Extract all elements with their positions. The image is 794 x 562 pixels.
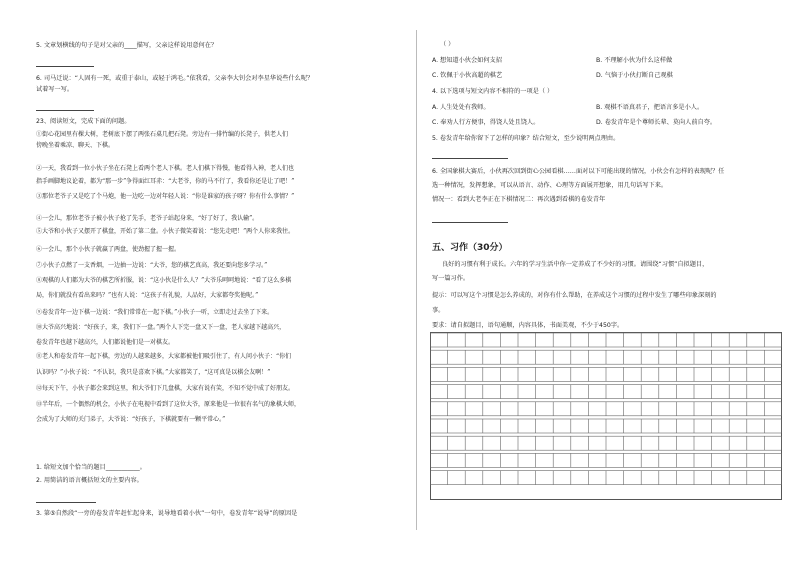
option-d: D. 气恼于小伙打断自己观棋: [596, 72, 673, 79]
option-c: C. 奉劝人行方便事，得饶人处且饶人。: [432, 119, 540, 126]
sub-question-2: 2. 用简洁的语言概括短文的主要内容。: [36, 477, 143, 484]
composition-prompt-line1: 良好的习惯有利于成长。六年的学习生活中你一定养成了不少好的习惯。请围绕“习惯”自拟题目，: [442, 261, 709, 268]
passage-line: ③那位老爷子又是吃了个马炮，他一边吃一边对年轻人说：“你是谁家的孩子呀？你有什么事情？”: [36, 193, 295, 200]
passage-line: ⑨卷发青年一边下棋一边说：“我们常常在一起下棋。”小伙子一听，立即走过去坐了下来。: [36, 309, 274, 316]
passage-line: ⑥一会儿，那个小伙子就赢了两盘，使劲握了握一握。: [36, 246, 181, 253]
passage-line: 卷发青年也越下越高兴，人们都说他们是一对棋友。: [36, 339, 175, 346]
situation-options: 情况一：看到大老李正在下棋情况二：再次遇到看棋的卷发青年: [432, 196, 606, 203]
passage-line: ②一天，我看到一位小伙子坐在石凳上看两个老人下棋。老人们棋下得慢，他看得入神，老人们也: [36, 165, 295, 172]
option-c: C. 钦佩于小伙高超的棋艺: [432, 72, 503, 79]
column-divider: [416, 30, 417, 530]
grid-lines: [430, 332, 782, 500]
answer-line: [36, 110, 94, 111]
option-b: B. 不理解小伙为什么这样做: [596, 57, 673, 64]
question-23-heading: 23、阅读短文，完成下面的问题。: [36, 118, 131, 125]
composition-hint-line2: 事。: [432, 307, 445, 314]
passage-line: ⑩大爷高兴地说：“好孩子，来，我们下一盘。”两个人下完一盘又下一盘，老人家越下越高兴，: [36, 324, 286, 331]
option-d: D. 卷发青年是个尊师长辈、莫向人前自夸。: [596, 119, 717, 126]
composition-hint-line1: 提示：可以写这个习惯是怎么养成的，对你有什么帮助，在养成这个习惯的过程中发生了哪些印象深刻的: [432, 292, 717, 299]
passage-line: ⑫每天下午，小伙子都会来到这里，和大爷们下几盘棋，大家有说有笑，不知不觉中成了好朋友。: [36, 385, 295, 392]
passage-line: ⑤大爷和小伙子又摆开了棋盘，开始了第二盘。小伙子微笑着说：“您先走吧！”两个人你来我往。: [36, 228, 295, 235]
passage-line: 认识吗？”小伙子说：“不认识，我只是喜欢下棋。”大家都笑了，“这可真是以棋会友啊！”: [36, 369, 271, 376]
question-5: 5. 文章划横线的句子是对父亲的____描写，父亲这样说用意何在？: [36, 42, 218, 49]
composition-prompt-line2: 写一篇习作。: [432, 275, 470, 282]
question-6-line2: 试着写一写。: [36, 86, 74, 93]
sub-question-1: 1. 给短文加个恰当的题目___________。: [36, 464, 146, 471]
option-a: A. 人生处处有我师。: [432, 104, 490, 111]
passage-line: ④一会儿，那位老爷子被小伙子抢了先手，老爷子站起身来，“好了好了，我认输”。: [36, 215, 259, 222]
composition-requirements: 要求：请自拟题目，语句通顺，内容具体，书面美观，不少于450字。: [432, 322, 624, 329]
passage-line: 傍晚坐着乘凉、聊天、下棋。: [36, 142, 115, 149]
passage-line: ①街心花园里有棵大树，老树底下摆了两张石桌几把石凳。旁边有一排竹编的长凳子，供老人们: [36, 131, 289, 138]
passage-line: 局，你们就没有看出来吗？”也有人说：“这孩子有礼貌，人品好，大家都夸奖他呢。”: [36, 292, 259, 299]
answer-line: [36, 66, 94, 67]
question-6-right-line1: 6. 全国象棋大赛后，小伙再次回到街心公园看棋……面对以下可能出现的情况，小伙会有怎样的表现呢？任: [432, 168, 725, 175]
question-6-right-line2: 选一种情况，发挥想象，可以从语言、动作、心理等方面展开想象，用几句话写下来。: [432, 182, 668, 189]
composition-writing-grid[interactable]: [430, 332, 782, 500]
answer-line: [432, 158, 508, 159]
answer-parentheses: （ ）: [440, 41, 455, 48]
answer-line: [432, 222, 508, 223]
option-a: A. 想知道小伙会如何支招: [432, 57, 502, 64]
passage-line: ⑦小伙子点燃了一支香烟，一边抽一边说：“大爷，您的棋艺真高，我还要向您多学习。”: [36, 262, 268, 269]
question-5-right: 5. 卷发青年给你留下了怎样的印象？结合短文，至少说明两点理由。: [432, 135, 620, 142]
question-4: 4. 以下选项与短文内容不相符的一项是（ ）: [432, 88, 554, 95]
passage-line: 指手画脚地议论着，都为“那一步”争得面红耳赤：“大老爷，你的马不行了，我看你还是让了吧！”: [36, 178, 295, 185]
passage-line: ⑬半年后，一个偶然的机会，小伙子在电视中看到了这位大爷，原来他是一位很有名气的象棋大师，: [36, 401, 301, 408]
passage-line: 会成为了大师的关门弟子，大爷说：“好孩子，下棋就要有一颗平常心。”: [36, 416, 226, 423]
question-6-line1: 6. 司马迁说：“人固有一死，或重于泰山，或轻于鸿毛。”依我看，父亲李大钊会对李星华说些什么呢？: [36, 75, 314, 82]
answer-line: [36, 502, 96, 503]
section-heading-composition: 五、习作（30分）: [432, 243, 508, 253]
passage-line: ⑧观棋的人们都为大爷的棋艺所折服，说：“这小伙是什么人？”大爷乐呵呵地说：“看了这么多棋: [36, 277, 292, 284]
passage-line: ⑪老人和卷发青年一起下棋，旁边的人越来越多，大家都被他们吸引住了，有人问小伙子：“你们: [36, 353, 292, 360]
option-b: B. 观棋不语真君子，把语言多是小人。: [596, 104, 704, 111]
sub-question-3: 3. 第⑤自然段“一旁的卷发青年赶忙起身来，说导地看着小伙”一句中，卷发青年“说导”的原因是: [36, 510, 298, 517]
